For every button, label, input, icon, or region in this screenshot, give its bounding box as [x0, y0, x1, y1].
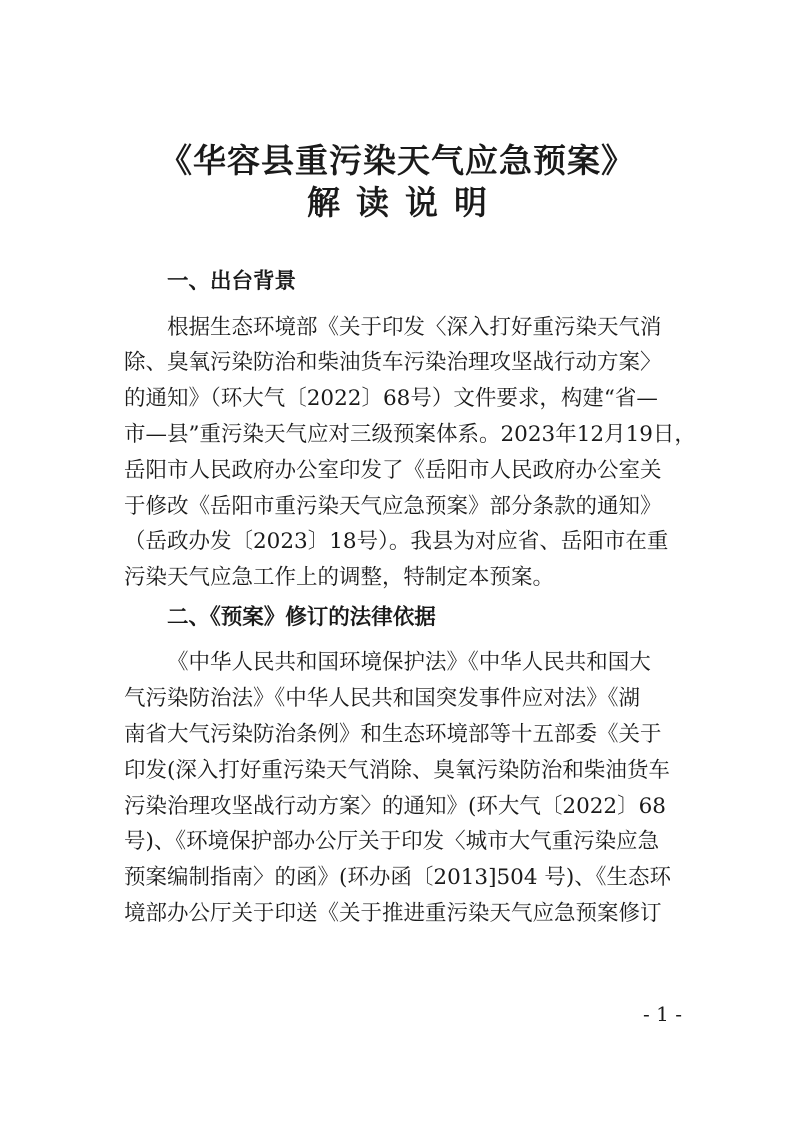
paragraph-line: 除、臭氧污染防治和柴油货车污染治理攻坚战行动方案〉: [124, 350, 662, 375]
paragraph-line: 《中华人民共和国环境保护法》《中华人民共和国大: [167, 650, 651, 675]
paragraph-line: 市—县”重污染天气应对三级预案体系。2023年12月19日，: [124, 422, 696, 447]
paragraph-line: 预案编制指南〉的函》(环办函〔2013]504 号)、《生态环: [124, 865, 672, 890]
section-heading-legal-basis: 二、《预案》修订的法律依据: [167, 605, 436, 630]
document-subtitle: 解读说明: [307, 183, 503, 222]
paragraph-line: 于修改《岳阳市重污染天气应急预案》部分条款的通知》: [124, 494, 662, 519]
paragraph-line: 南省大气污染防治条例》和生态环境部等十五部委《关于: [124, 722, 662, 747]
paragraph-line: 污染天气应急工作上的调整，特制定本预案。: [124, 565, 555, 590]
document-title: 《华容县重污染天气应急预案》: [159, 141, 635, 180]
paragraph-line: 气污染防治法》《中华人民共和国突发事件应对法》《湖: [124, 686, 641, 711]
paragraph-line: 根据生态环境部《关于印发〈深入打好重污染天气消: [167, 315, 662, 340]
paragraph-line: 境部办公厅关于印送《关于推进重污染天气应急预案修订: [124, 901, 662, 926]
paragraph-line: 印发(深入打好重污染天气消除、臭氧污染防治和柴油货车: [124, 758, 670, 783]
page-number: - 1 -: [643, 1002, 682, 1026]
paragraph-line: （岳政办发〔2023〕18号）。我县为对应省、岳阳市在重: [124, 529, 669, 554]
section-heading-background: 一、出台背景: [167, 269, 297, 294]
paragraph-line: 的通知》（环大气〔2022〕68号）文件要求，构建“省—: [124, 386, 658, 411]
paragraph-line: 岳阳市人民政府办公室印发了《岳阳市人民政府办公室关: [124, 458, 662, 483]
paragraph-line: 污染治理攻坚战行动方案〉的通知》(环大气〔2022〕68: [124, 794, 666, 819]
paragraph-line: 号)、《环境保护部办公厅关于印发〈城市大气重污染应急: [124, 829, 660, 854]
